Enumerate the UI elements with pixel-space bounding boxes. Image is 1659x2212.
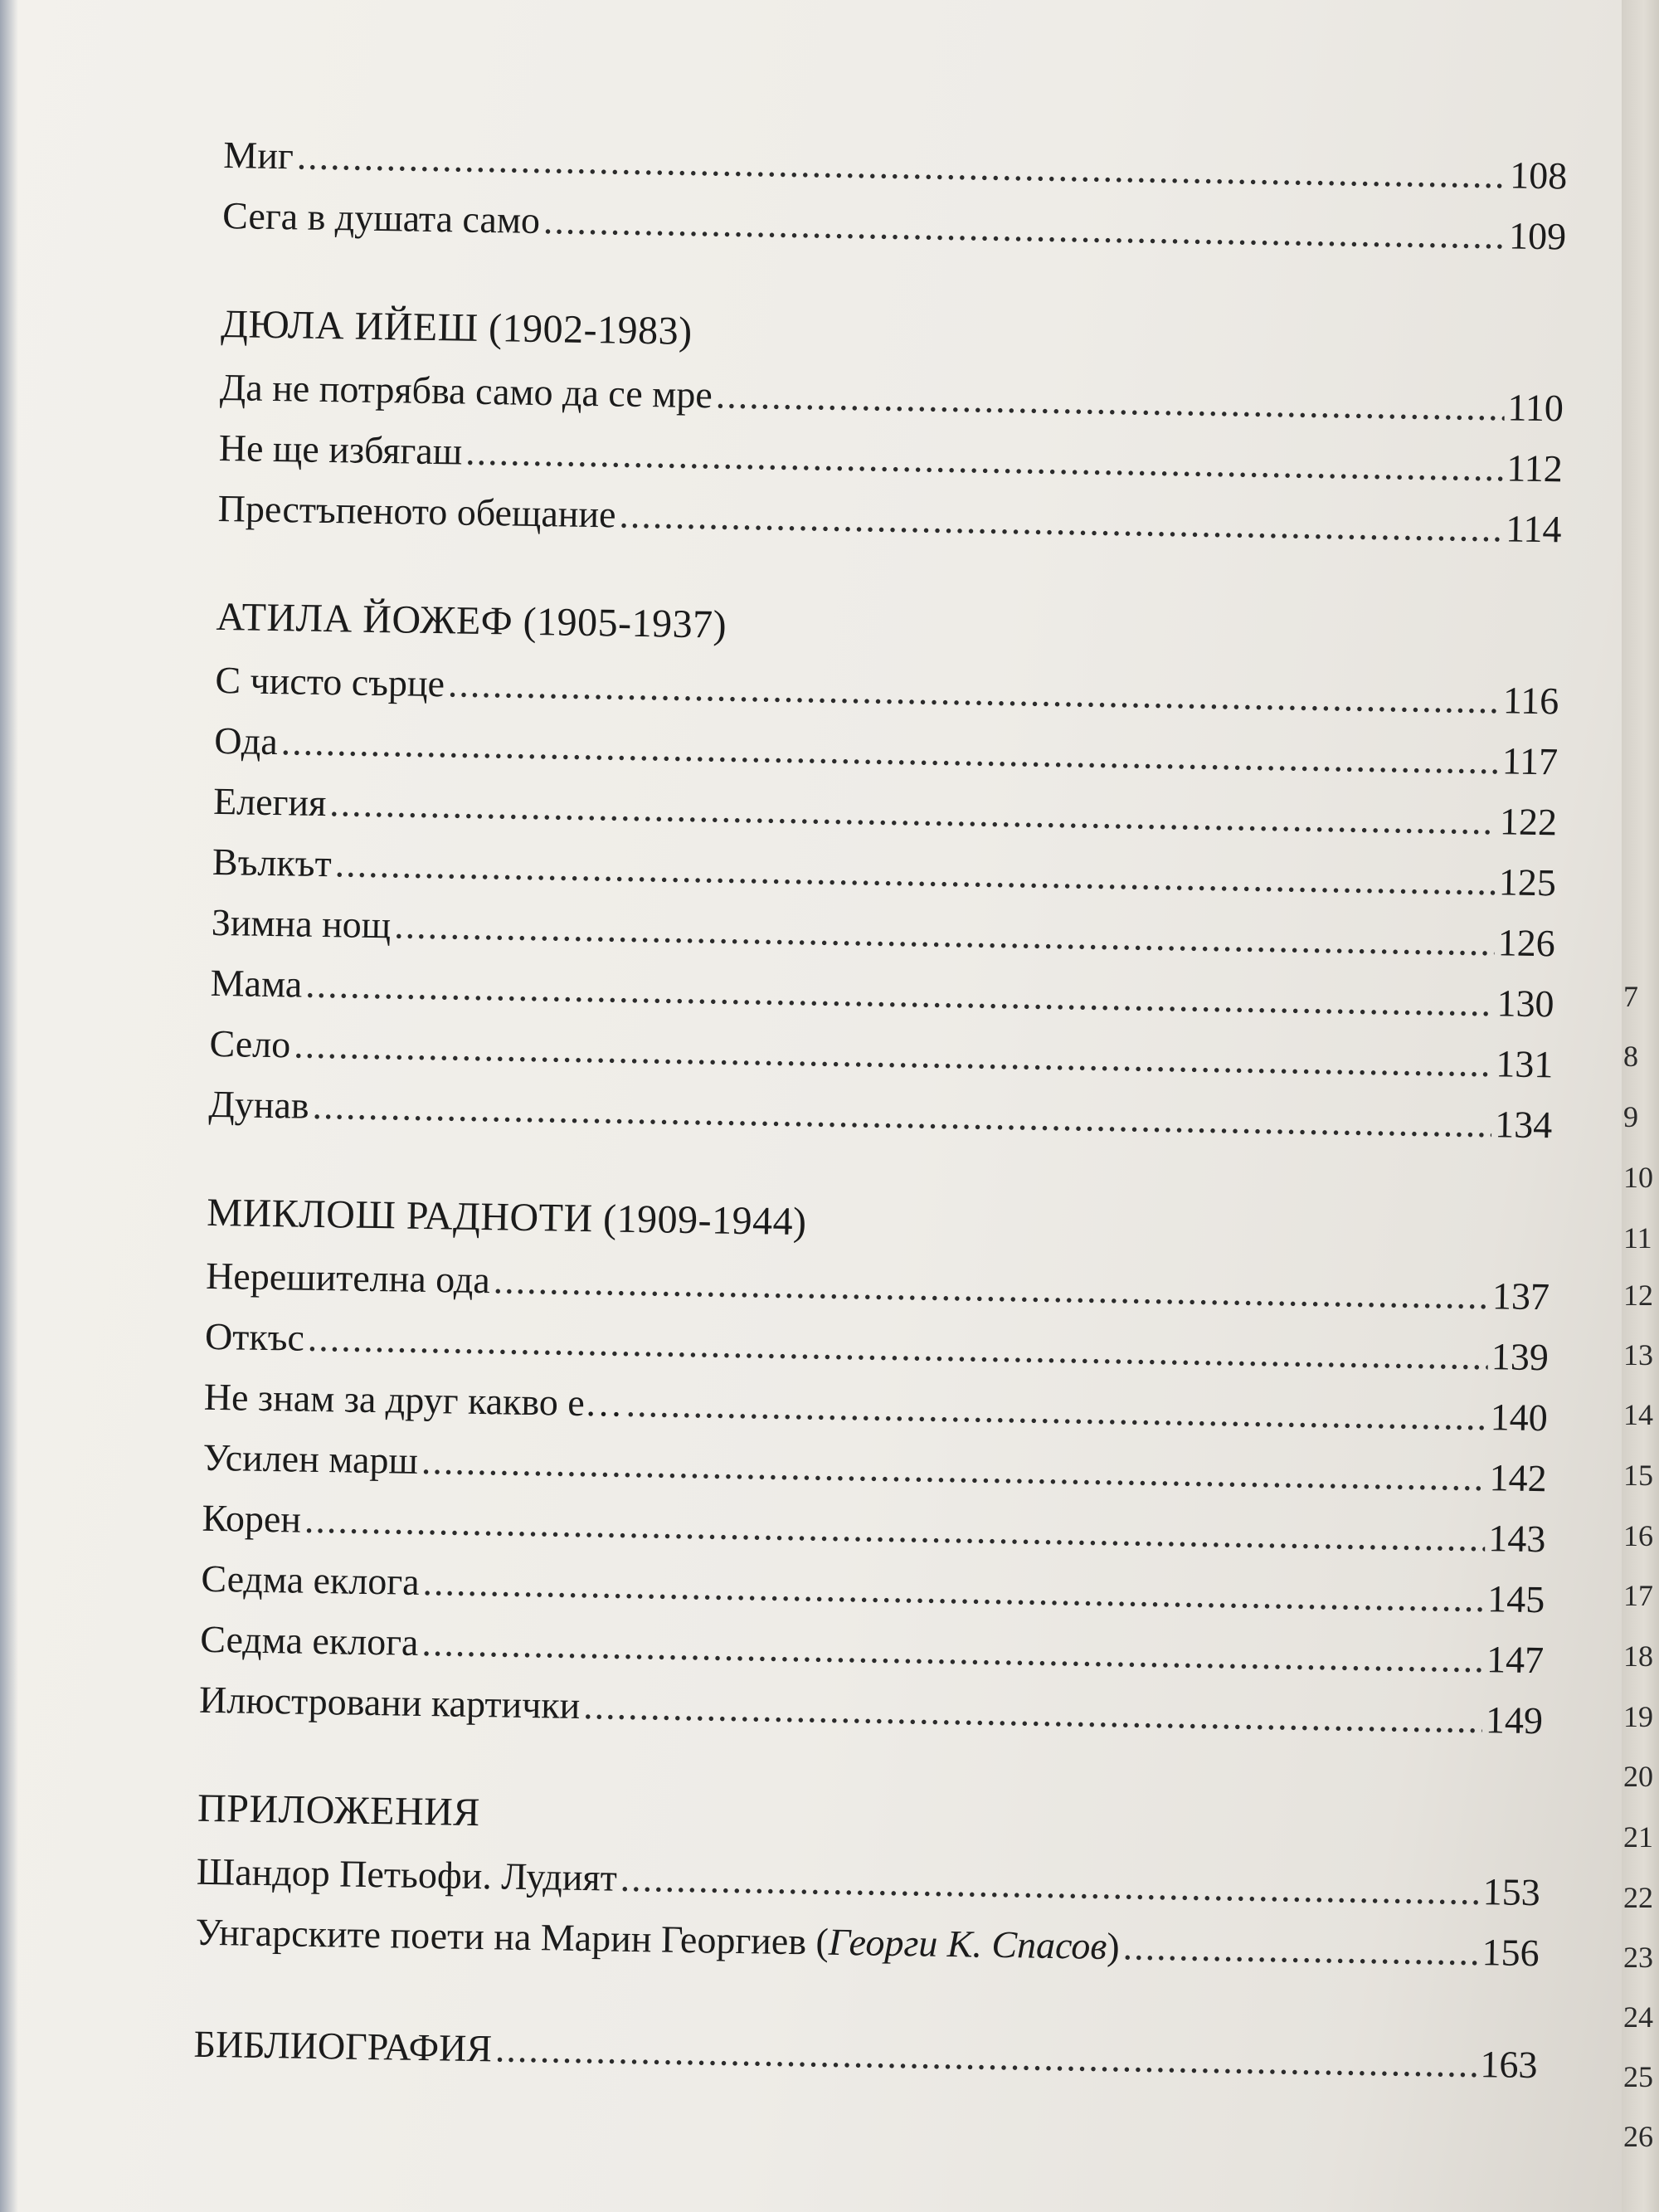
entry-title: Село <box>209 1021 291 1066</box>
table-of-contents <box>192 124 1568 2146</box>
entry-page-number: 145 <box>1486 1577 1545 1621</box>
edge-number: 19 <box>1623 1700 1653 1733</box>
entry-page-number: 134 <box>1494 1103 1553 1147</box>
dot-leader <box>583 1675 1483 1750</box>
section-heading: ПРИЛОЖЕНИЯ <box>197 1786 481 1835</box>
entry-title: Не знам за друг какво е… <box>203 1375 624 1425</box>
dot-leader <box>1122 1916 1479 1982</box>
entry-title: Зимна нощ <box>211 900 392 947</box>
edge-number: 13 <box>1623 1338 1653 1372</box>
edge-number: 8 <box>1623 1040 1638 1073</box>
dot-leader <box>619 485 1503 559</box>
page-gutter-shadow <box>0 0 18 2212</box>
edge-number: 16 <box>1623 1519 1653 1552</box>
entry-page-number: 140 <box>1490 1396 1549 1440</box>
entry-page-number: 114 <box>1505 507 1562 551</box>
toc-section-appendices <box>195 1781 1541 1983</box>
entry-title: Ода <box>213 719 279 763</box>
entry-page-number: 149 <box>1485 1698 1544 1742</box>
toc-section-illyes <box>217 297 1564 559</box>
entry-title-text: Унгарските поети на Марин Георгиев ( <box>195 1910 830 1963</box>
entry-page-number: 163 <box>1480 2043 1538 2087</box>
entry-page-number: 131 <box>1496 1042 1554 1086</box>
entry-page-number: 139 <box>1491 1335 1550 1379</box>
entry-title: Дунав <box>208 1082 309 1127</box>
entry-title: Седма еклога <box>201 1557 421 1603</box>
entry-title: БИБЛИОГРАФИЯ <box>193 2022 493 2070</box>
toc-section-bibliography <box>193 2014 1538 2095</box>
entry-page-number: 143 <box>1488 1517 1546 1561</box>
entry-author-italic: Георги К. Спасов <box>828 1920 1107 1967</box>
entry-page-number: 153 <box>1482 1870 1541 1914</box>
entry-title: Да не потрябва само да се мре <box>219 365 713 417</box>
entry-page-number: 110 <box>1507 386 1564 430</box>
entry-title: С чисто сърце <box>215 658 445 705</box>
entry-page-number: 156 <box>1481 1931 1540 1975</box>
entry-page-number: 108 <box>1509 153 1568 197</box>
toc-section-radnoti <box>199 1186 1551 1751</box>
edge-number: 14 <box>1623 1398 1653 1431</box>
entry-page-number: 147 <box>1486 1638 1545 1682</box>
section-heading: МИКЛОШ РАДНОТИ (1909-1944) <box>206 1190 807 1245</box>
entry-page-number: 116 <box>1502 679 1559 723</box>
entry-page-number: 117 <box>1501 739 1559 783</box>
entry-title: Вълкът <box>212 840 333 885</box>
edge-number: 9 <box>1623 1100 1638 1133</box>
entry-page-number: 137 <box>1491 1274 1550 1318</box>
entry-page-number: 142 <box>1489 1456 1547 1500</box>
entry-title: Миг <box>223 133 294 178</box>
edge-number: 22 <box>1623 1881 1653 1914</box>
next-page-edge <box>1622 0 1659 2212</box>
entry-page-number: 125 <box>1498 860 1557 904</box>
entry-title-close: ) <box>1106 1924 1121 1968</box>
entry-title: Престъпеното обещание <box>217 486 616 536</box>
entry-page-number: 126 <box>1497 921 1556 965</box>
dot-leader <box>494 2018 1477 2094</box>
edge-number: 26 <box>1623 2120 1653 2153</box>
entry-title: Сега в душата само <box>221 193 541 241</box>
toc-section-jozsef <box>208 590 1560 1155</box>
entry-title: Нерешителна ода <box>205 1254 491 1302</box>
entry-page-number: 130 <box>1496 982 1554 1026</box>
entry-title: Шандор Петьофи. Лудият <box>196 1849 618 1899</box>
entry-title: Корен <box>202 1496 302 1541</box>
edge-number: 20 <box>1623 1760 1653 1793</box>
entry-title: Не ще избягаш <box>218 426 463 473</box>
edge-number: 7 <box>1623 980 1638 1013</box>
section-heading: АТИЛА ЙОЖЕФ (1905-1937) <box>216 594 727 647</box>
edge-number: 21 <box>1623 1820 1653 1854</box>
edge-number: 12 <box>1623 1279 1653 1312</box>
entry-page-number: 112 <box>1506 446 1564 490</box>
edge-number: 25 <box>1623 2060 1653 2093</box>
entry-title: Илюстровани картички <box>198 1678 581 1727</box>
section-heading: ДЮЛА ИЙЕШ (1902-1983) <box>220 301 693 353</box>
entry-title: Седма еклога <box>199 1617 419 1664</box>
entry-page-number: 122 <box>1499 800 1558 844</box>
edge-number: 11 <box>1623 1221 1652 1255</box>
edge-number: 15 <box>1623 1459 1653 1492</box>
edge-number: 23 <box>1623 1941 1653 1974</box>
toc-entry <box>193 2014 1538 2095</box>
edge-number: 10 <box>1623 1161 1653 1194</box>
entry-title: Откъс <box>204 1314 305 1359</box>
edge-number: 17 <box>1623 1579 1653 1612</box>
entry-title: Елегия <box>212 779 327 825</box>
edge-number: 24 <box>1623 2000 1653 2034</box>
entry-title: Мама <box>210 961 303 1006</box>
entry-page-number: 109 <box>1508 214 1567 258</box>
toc-section-continued <box>222 124 1568 266</box>
entry-title: Усилен марш <box>202 1435 419 1482</box>
edge-number: 18 <box>1623 1640 1653 1673</box>
